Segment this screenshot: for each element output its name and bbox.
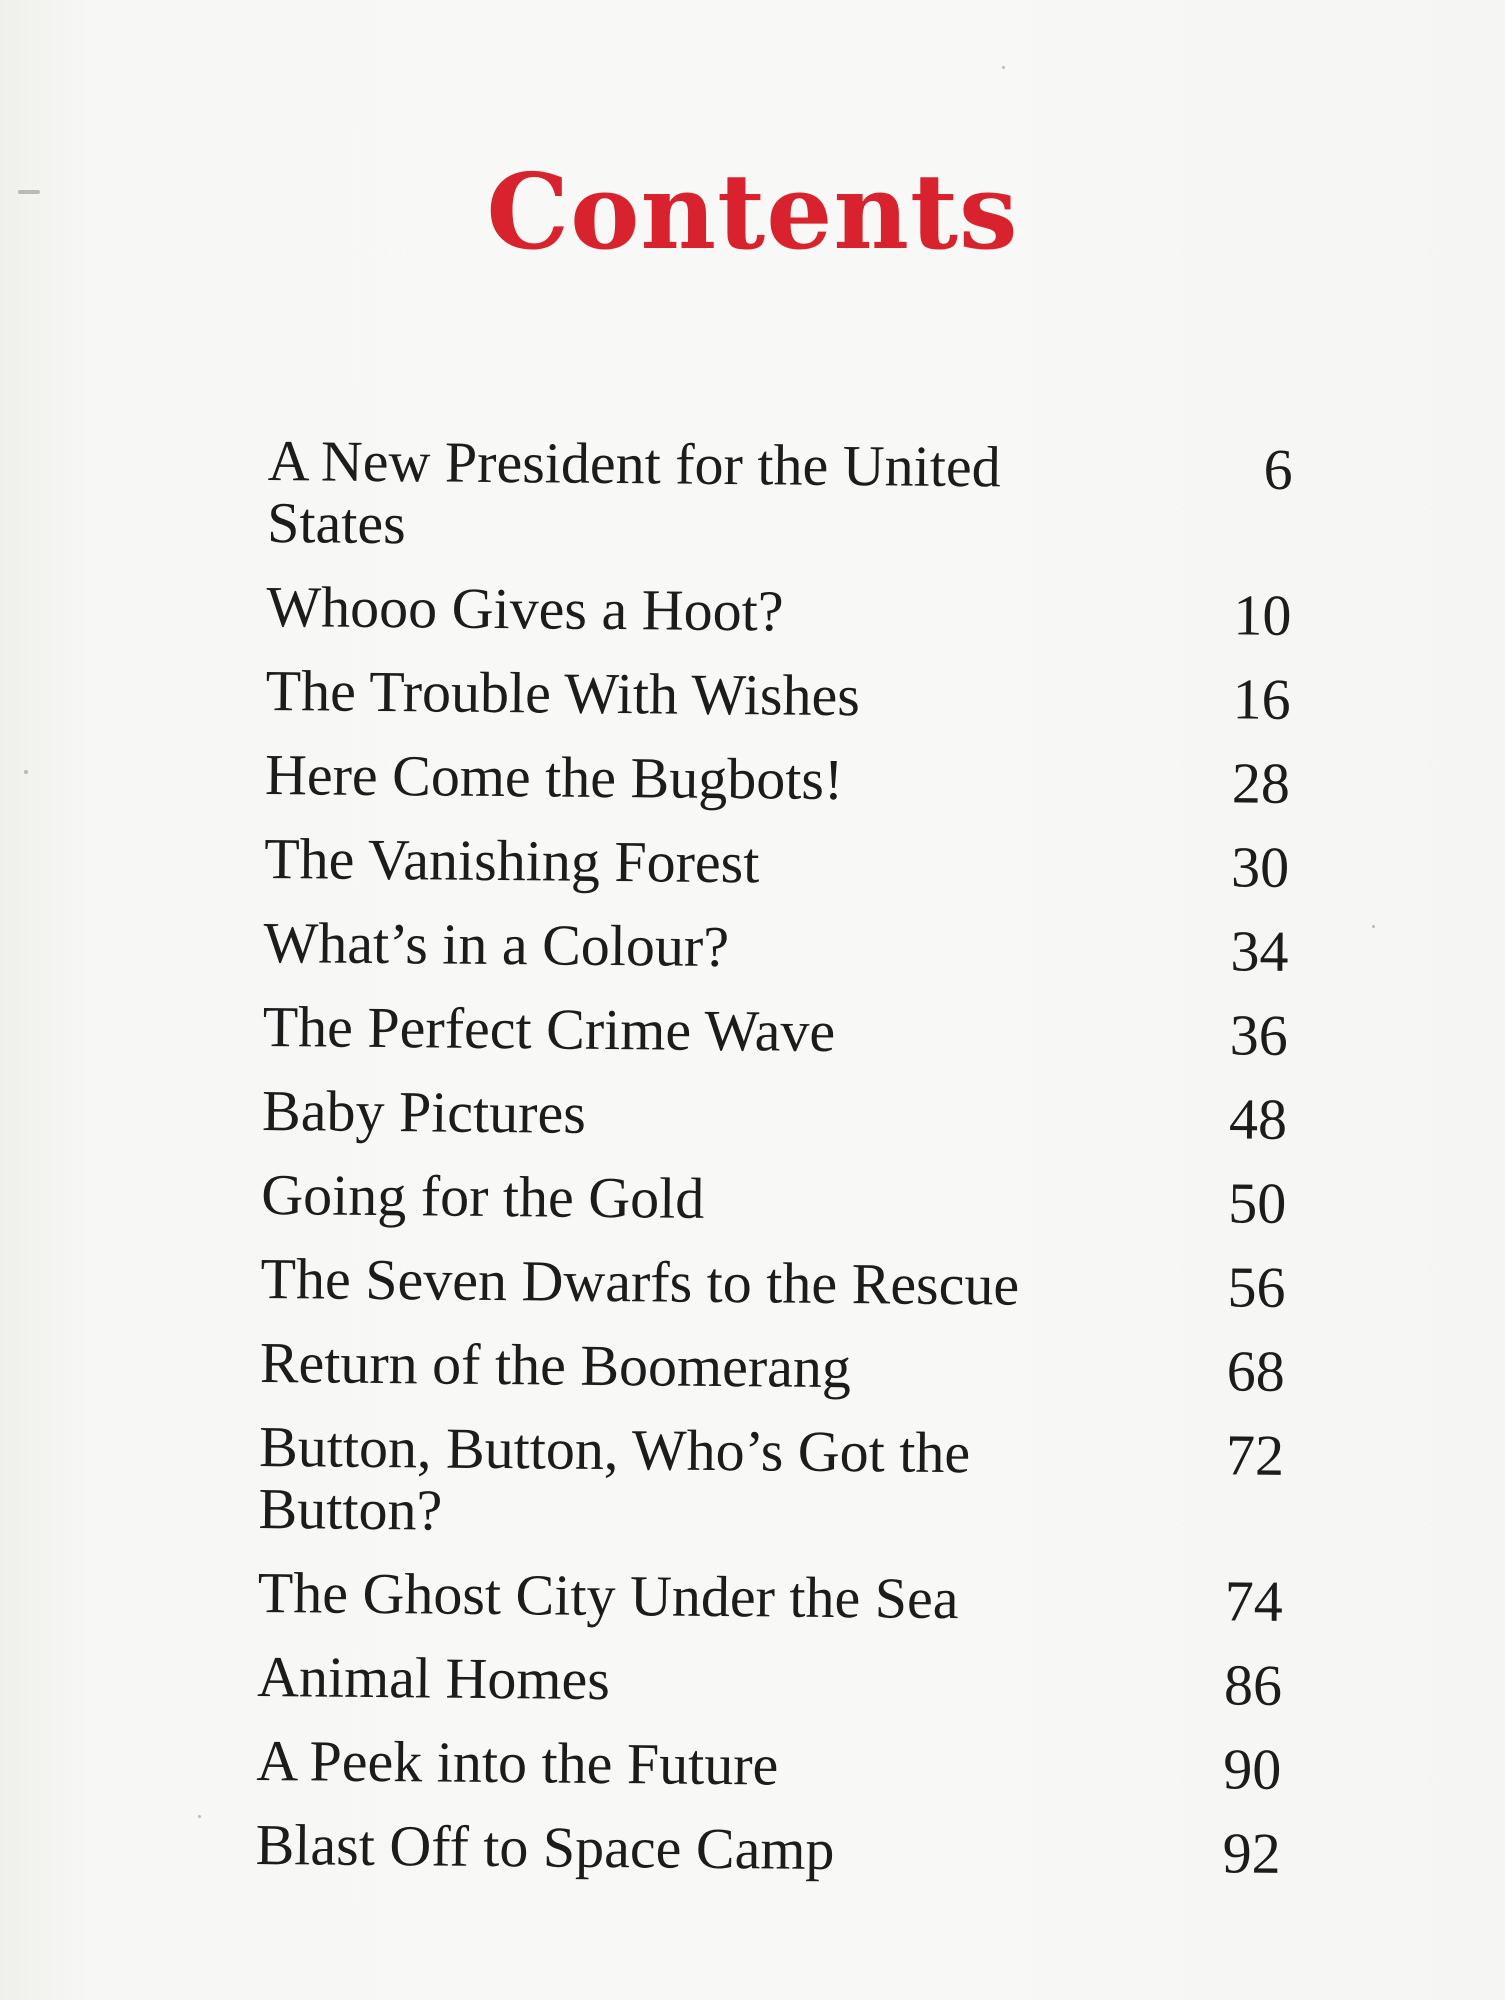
toc-entry-title: Whooo Gives a Hoot? bbox=[266, 573, 784, 644]
toc-entry-page: 36 bbox=[1229, 1002, 1289, 1068]
toc-entry[interactable] bbox=[260, 1245, 1306, 1320]
toc-entry[interactable] bbox=[256, 1643, 1303, 1718]
toc-entry-title: The Ghost City Under the Sea bbox=[257, 1559, 959, 1632]
toc-entry-page: 56 bbox=[1227, 1254, 1286, 1320]
toc-entry[interactable] bbox=[264, 741, 1311, 816]
page-title: Contents bbox=[486, 150, 1019, 273]
toc-entry-title: A New President for the United States bbox=[266, 428, 1001, 557]
toc-entry-page: 16 bbox=[1232, 666, 1291, 732]
toc-entry-page: 34 bbox=[1230, 918, 1289, 984]
toc-entry-title: Button, Button, Who’s Got the Button? bbox=[258, 1413, 971, 1543]
toc-entry-page: 28 bbox=[1231, 750, 1291, 816]
paper-speck bbox=[198, 1815, 201, 1818]
toc-entry-title: Animal Homes bbox=[256, 1643, 611, 1713]
toc-entry-title: Return of the Boomerang bbox=[259, 1329, 852, 1401]
toc-entry[interactable] bbox=[266, 573, 1312, 648]
paper-speck bbox=[1372, 925, 1375, 928]
toc-entry[interactable] bbox=[258, 1413, 1304, 1549]
toc-entry[interactable] bbox=[255, 1811, 1301, 1886]
toc-entry[interactable] bbox=[257, 1559, 1304, 1634]
toc-entry[interactable] bbox=[267, 430, 1313, 563]
toc-entry-title: Going for the Gold bbox=[261, 1161, 705, 1231]
toc-entry-page: 92 bbox=[1222, 1820, 1281, 1886]
toc-entry[interactable] bbox=[261, 1161, 1307, 1236]
toc-entry-title: What’s in a Colour? bbox=[263, 909, 730, 980]
toc-entry-title: Baby Pictures bbox=[261, 1077, 587, 1146]
toc-entry-title: A Peek into the Future bbox=[256, 1727, 779, 1798]
toc-entry-title: The Seven Dwarfs to the Rescue bbox=[260, 1245, 1020, 1318]
toc-entry-page: 30 bbox=[1230, 834, 1290, 900]
toc-entry[interactable] bbox=[256, 1727, 1302, 1802]
toc-entry[interactable] bbox=[262, 993, 1309, 1068]
toc-entry-page: 48 bbox=[1228, 1086, 1288, 1152]
toc-entry-page: 50 bbox=[1228, 1170, 1287, 1236]
table-of-contents bbox=[255, 430, 1313, 1907]
toc-entry-title: The Trouble With Wishes bbox=[265, 657, 861, 729]
toc-entry-page: 6 bbox=[1263, 436, 1293, 502]
toc-entry-page: 86 bbox=[1223, 1652, 1283, 1718]
toc-entry-page: 74 bbox=[1224, 1568, 1284, 1634]
toc-entry-page: 90 bbox=[1223, 1736, 1282, 1802]
toc-entry-page: 72 bbox=[1225, 1422, 1285, 1488]
toc-entry[interactable] bbox=[265, 657, 1311, 732]
paper-speck bbox=[24, 770, 28, 774]
paper-speck bbox=[1002, 66, 1005, 69]
toc-entry[interactable] bbox=[263, 909, 1309, 984]
toc-entry-title: The Perfect Crime Wave bbox=[262, 993, 836, 1064]
toc-entry-page: 10 bbox=[1233, 582, 1292, 648]
toc-entry-title: The Vanishing Forest bbox=[263, 825, 760, 896]
toc-entry-page: 68 bbox=[1226, 1338, 1286, 1404]
toc-entry-title: Here Come the Bugbots! bbox=[264, 741, 844, 813]
toc-entry-title: Blast Off to Space Camp bbox=[255, 1811, 835, 1882]
toc-entry[interactable] bbox=[263, 825, 1310, 900]
toc-entry[interactable] bbox=[261, 1077, 1308, 1152]
toc-entry[interactable] bbox=[259, 1329, 1306, 1404]
